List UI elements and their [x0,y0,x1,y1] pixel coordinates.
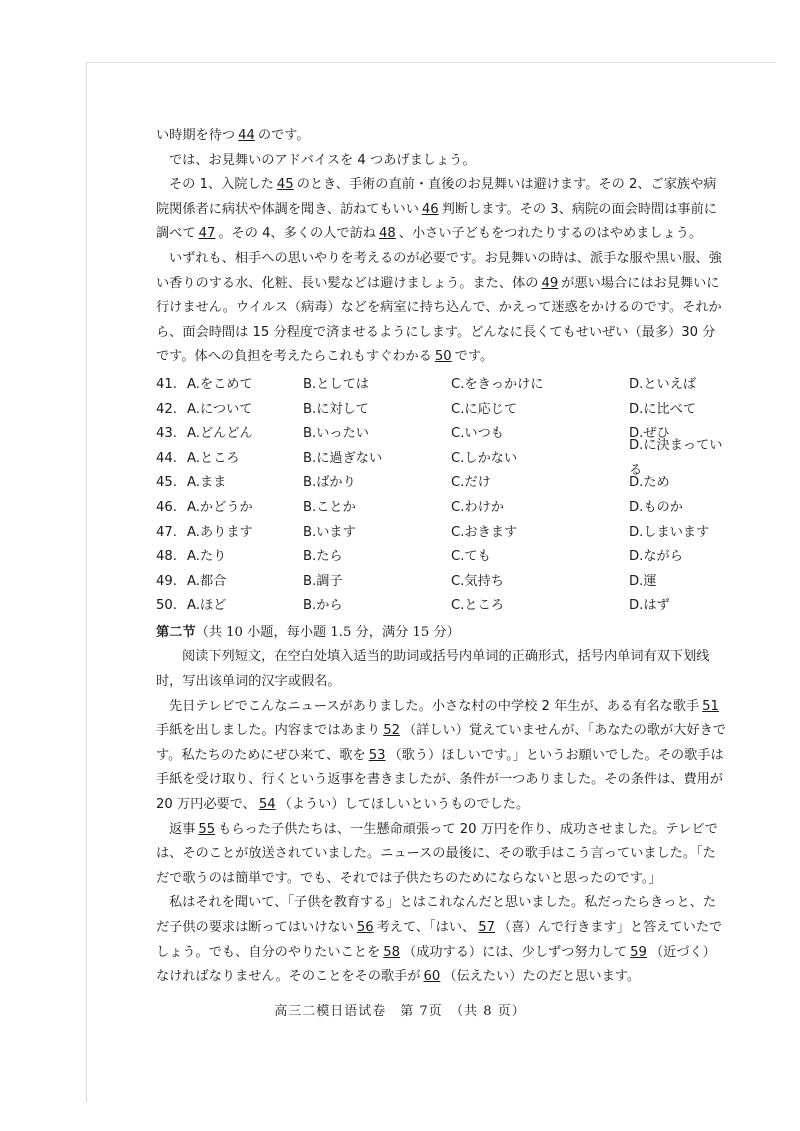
option-c[interactable]: C.ところ [451,598,504,614]
option-c[interactable]: C.だけ [451,475,491,491]
option-d[interactable]: D.ため [629,475,670,491]
passage2-para2: 返事 55 もらった子供たちは、一生懸命頑張って 20 万円を作り、成功させました。テレビでは、そのことが放送されていました。ニュースの最後に、その歌手はこう言っていました。「ただで歌うのは簡単です。でも、それでは子供たちのためにならないと思ったのです。」 [156,821,718,886]
option-b[interactable]: B.たら [303,549,343,565]
blank-55[interactable]: 55 [198,821,216,837]
option-row: 41. A.をこめて B.としては C.をきっかけに D.といえば [156,373,728,398]
option-a[interactable]: A.ほど [187,598,227,614]
option-row: 47. A.あります B.います C.おきます D.しまいます [156,521,728,546]
option-row: 43. A.どんどん B.いったい C.いつも D.ぜひ [156,422,728,447]
exam-content [156,124,728,990]
option-c[interactable]: C.しかない [451,450,518,466]
answer-options [156,373,728,619]
option-b[interactable]: B.から [303,598,343,614]
blank-49[interactable]: 49 [541,275,559,291]
option-d[interactable]: D.しまいます [629,524,710,540]
option-b[interactable]: B.ばかり [303,475,356,491]
option-c[interactable]: C.ても [451,549,491,565]
option-b[interactable]: B.に過ぎない [303,450,383,466]
option-d[interactable]: D.ぜひ [629,426,670,442]
option-a[interactable]: A.について [187,401,253,417]
blank-44[interactable]: 44 [238,128,255,143]
page-left-edge [86,62,87,1102]
option-row: 45. A.まま B.ばかり C.だけ D.ため [156,471,728,496]
option-row: 49. A.都合 B.調子 C.気持ち D.運 [156,570,728,595]
option-d[interactable]: D.運 [629,573,657,589]
option-b[interactable]: B.調子 [303,573,343,589]
option-row: 46. A.かどうか B.ことか C.わけか D.ものか [156,496,728,521]
option-a[interactable]: A.あります [187,524,253,540]
section2-instruction: 阅读下列短文，在空白处填入适当的助词或括号内单词的正确形式，括号内单词有双下划线时，写出该单词的汉字或假名。 [156,649,710,690]
option-a[interactable]: A.をこめて [187,376,253,392]
blank-58[interactable]: 58 [383,944,400,960]
option-c[interactable]: C.気持ち [451,573,504,589]
option-row: 48. A.たり B.たら C.ても D.ながら [156,545,728,570]
option-c[interactable]: C.に応じて [451,401,518,417]
page-top-edge [86,62,776,63]
passage2-para1: 先日テレビでこんなニュースがありました。小さな村の中学校 2 年生が、ある有名な歌手 51手紙を出しました。内容まではあまり 52 （詳しい）覚えていませんが、「あなたの歌が大好きです。私たちのためにぜひ来て、歌を 53 （歌う）ほしいです。」というお願いでした。その歌手は手紙を受け取り、行くという返事を書きましたが、条件が一つありました。その条件は、費用が 20 万円必要で、 54 （ようい）してほしいというものでした。 [156,698,727,813]
passage1-para4: いずれも、相手への思いやりを考えるのが必要です。お見舞いの時は、派手な服や黒い服、強い香りのする水、化粧、長い髪などは避けましょう。また、体の 49 が悪い場合にはお見舞いに行けません。ウイルス（病毒）などを病室に持ち込んで、かえって迷惑をかけるのです。それから、面会時間は 15 分程度で済ませるようにします。どんなに長くてもせいぜい（最多）30 分です。体への負担を考えたらこれもすぐわかる 50 です。 [156,250,722,365]
option-b[interactable]: B.に対して [303,401,369,417]
blank-51[interactable]: 51 [702,698,719,714]
option-row: 50. A.ほど B.から C.ところ D.はず [156,594,728,619]
passage2-para3: 私はそれを聞いて、「子供を教育する」とはこれなんだと思いました。私だったらきっと、ただ子供の要求は断ってはいけない 56 考えて、「はい、 57 （喜）んで行きます」と答えていたでしょう。でも、自分のやりたいことを 58 （成功する）には、少しずつ努力して 59 （近づく）なければなりません。そのことをその歌手が 60 （伝えたい）たのだと思います。 [156,895,723,985]
passage1-para3: その 1、入院した 45 のとき、手術の直前・直後のお見舞いは避けます。その 2、ご家族や病院関係者に病状や体調を聞き、訪ねてもいい 46 判断します。その 3、病院の面会時間は事前に調べて 47 。その 4、多くの人で訪ね 48 、小さい子どもをつれたりするのはやめましょう。 [156,177,717,242]
option-c[interactable]: C.おきます [451,524,518,540]
blank-56[interactable]: 56 [356,920,374,935]
option-a[interactable]: A.都合 [187,573,227,589]
blank-48[interactable]: 48 [379,226,396,242]
option-d[interactable]: D.に決まっている [629,438,723,479]
blank-60[interactable]: 60 [423,969,441,985]
passage1-para2: では、お見舞いのアドバイスを 4 つあげましょう。 [169,152,476,168]
option-c[interactable]: C.いつも [451,426,504,442]
option-a[interactable]: A.どんどん [187,426,253,442]
option-b[interactable]: B.いったい [303,426,369,442]
blank-52[interactable]: 52 [383,723,400,739]
option-c[interactable]: C.わけか [451,499,504,515]
option-c[interactable]: C.をきっかけに [451,376,544,392]
option-b[interactable]: B.としては [303,376,369,392]
option-d[interactable]: D.ながら [629,549,683,565]
passage1-line1: い時期を待つ 44 のです。 [156,128,310,143]
option-d[interactable]: D.ものか [629,499,683,515]
option-b[interactable]: B.います [303,524,356,540]
section2-heading: 第二节（共 10 小题，每小题 1.5 分，满分 15 分） [156,624,460,640]
option-d[interactable]: D.といえば [629,376,697,392]
blank-54[interactable]: 54 [258,797,276,813]
blank-46[interactable]: 46 [421,201,439,217]
blank-53[interactable]: 53 [368,747,386,763]
option-a[interactable]: A.ところ [187,450,240,466]
blank-45[interactable]: 45 [276,177,294,193]
blank-57[interactable]: 57 [478,920,496,935]
blank-59[interactable]: 59 [630,944,647,960]
blank-47[interactable]: 47 [198,226,216,242]
option-b[interactable]: B.ことか [303,499,356,515]
page-footer: 高三二模日语试卷 第 7页 （共 8 页） [274,1004,526,1019]
option-row: 44. A.ところ B.に過ぎない C.しかない D.に決まっている [156,447,728,472]
option-d[interactable]: D.はず [629,598,670,614]
option-d[interactable]: D.に比べて [629,401,697,417]
option-a[interactable]: A.たり [187,549,227,565]
option-a[interactable]: A.かどうか [187,499,253,515]
blank-50[interactable]: 50 [434,349,452,365]
option-a[interactable]: A.まま [187,475,227,491]
option-row: 42. A.について B.に対して C.に応じて D.に比べて [156,398,728,423]
